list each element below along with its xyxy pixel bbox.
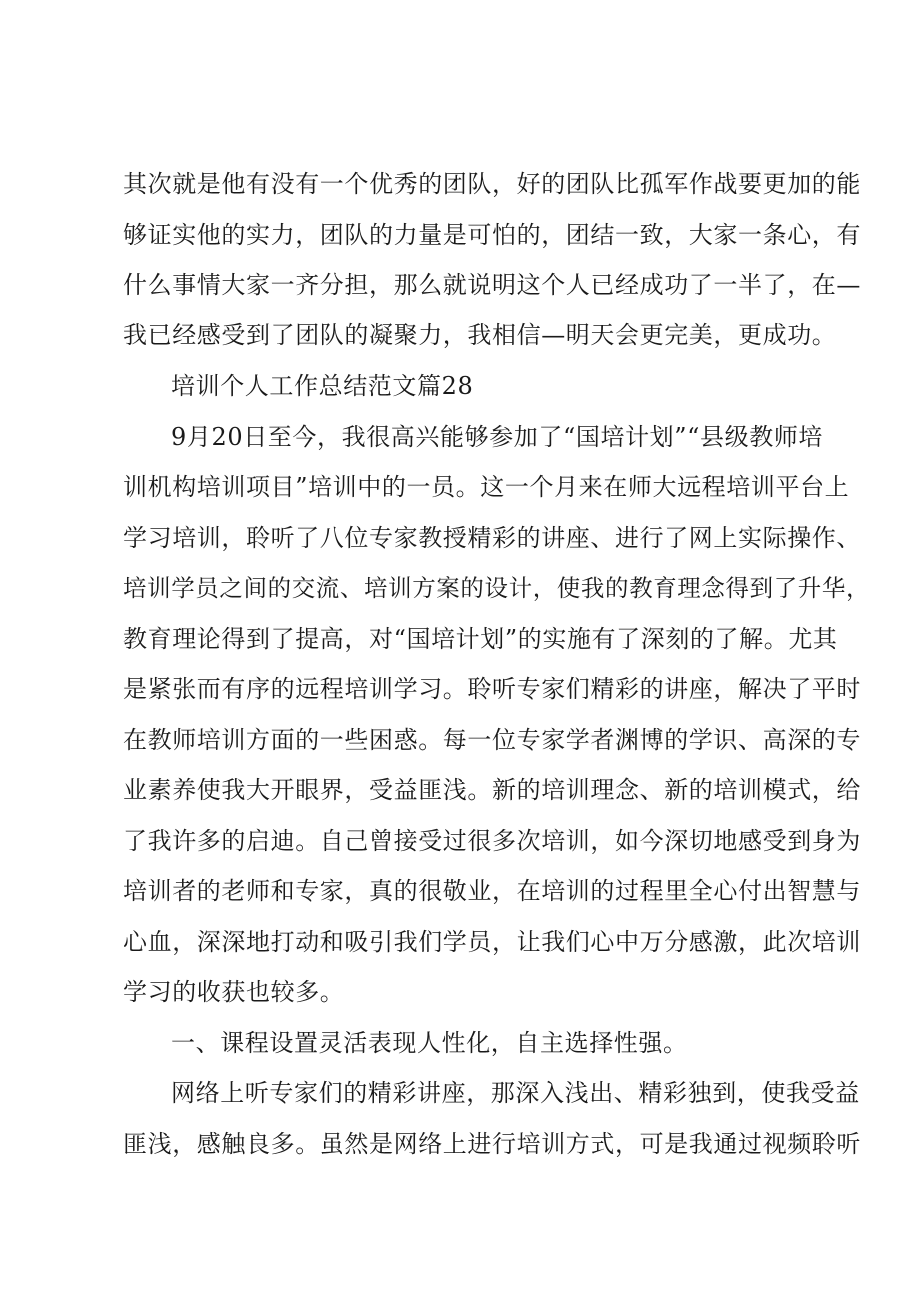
text-line: 教育理论得到了提高，对“国培计划”的实施有了深刻的了解。尤其 (123, 625, 838, 653)
text-line: 业素养使我大开眼界，受益匪浅。新的培训理念、新的培训模式，给 (123, 776, 861, 804)
text-line: 心血，深深地打动和吸引我们学员，让我们心中万分感激，此次培训 (123, 928, 861, 956)
text-line: 学习培训，聆听了八位专家教授精彩的讲座、进行了网上实际操作、 (123, 524, 861, 552)
text-line: 我已经感受到了团队的凝聚力，我相信—明天会更完美，更成功。 (123, 321, 837, 349)
section-heading: 培训个人工作总结范文篇28 (171, 372, 474, 400)
text-line: 其次就是他有没有一个优秀的团队，好的团队比孤军作战要更加的能 (123, 170, 861, 198)
text-line: 了我许多的启迪。自己曾接受过很多次培训，如今深切地感受到身为 (123, 827, 861, 855)
text-line: 是紧张而有序的远程培训学习。聆听专家们精彩的讲座，解决了平时 (123, 675, 861, 703)
text-line: 什么事情大家一齐分担，那么就说明这个人已经成功了一半了，在— (123, 271, 861, 299)
text-line: 培训学员之间的交流、培训方案的设计，使我的教育理念得到了升华， (123, 574, 871, 602)
text-line: 够证实他的实力，团队的力量是可怕的，团结一致，大家一条心，有 (123, 221, 861, 249)
text-line: 一、课程设置灵活表现人性化，自主选择性强。 (171, 1029, 688, 1057)
text-line: 训机构培训项目”培训中的一员。这一个月来在师大远程培训平台上 (123, 473, 850, 501)
text-line: 网络上听专家们的精彩讲座，那深入浅出、精彩独到，使我受益 (171, 1079, 860, 1107)
text-line: 学习的收获也较多。 (123, 978, 345, 1006)
text-line: 在教师培训方面的一些困惑。每一位专家学者渊博的学识、高深的专 (123, 726, 861, 754)
text-line: 匪浅，感触良多。虽然是网络上进行培训方式，可是我通过视频聆听 (123, 1130, 861, 1158)
text-line: 培训者的老师和专家，真的很敬业，在培训的过程里全心付出智慧与 (123, 877, 861, 905)
text-line: 9月20日至今，我很高兴能够参加了“国培计划”“县级教师培 (171, 423, 824, 451)
